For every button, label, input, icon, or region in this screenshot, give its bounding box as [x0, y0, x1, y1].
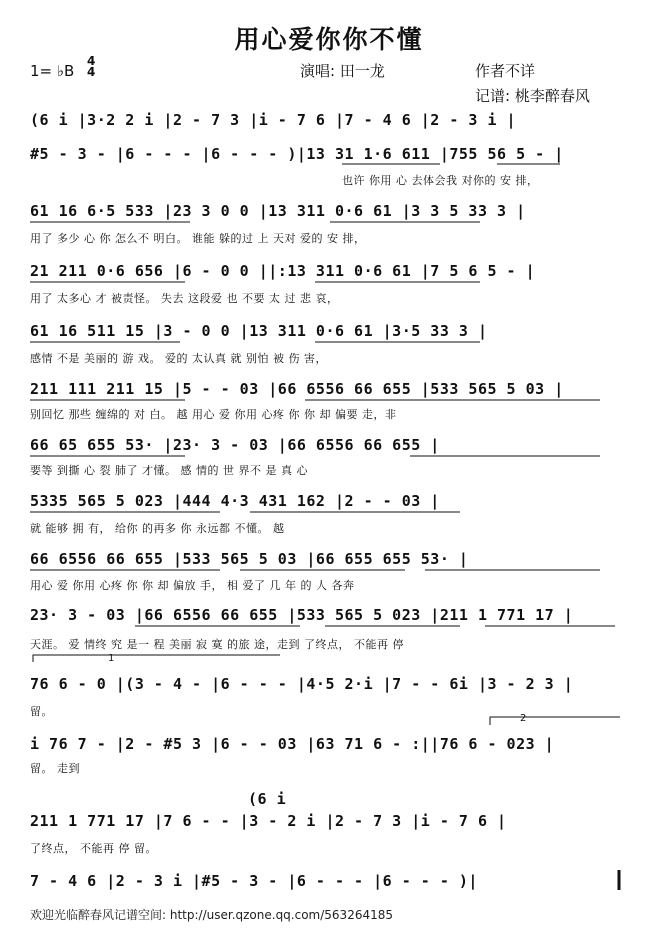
- arranger-credit: 记谱: 桃李醉春风: [475, 87, 590, 105]
- lyric-row-4: 用了 太多心 才 被责怪。 失去 这段爱 也 不要 太 过 悲 哀，: [30, 292, 339, 305]
- staff-row-3: 61 16 6·5 533 |23 3 0 0 |13 311 0·6 61 |3 3 5 33 3 |: [30, 202, 526, 220]
- staff-row-6: 211 111 211 15 |5 - - 03 |66 6556 66 655 |533 565 5 03 |: [30, 380, 564, 398]
- first-ending-number: 1: [108, 653, 115, 664]
- second-ending-bracket: [490, 717, 620, 725]
- song-title: 用心爱你你不懂: [234, 25, 424, 54]
- staff-row-11: 76 6 - 0 |(3 - 4 - |6 - - - |4·5 2·i |7 - - 6i |3 - 2 3 |: [30, 675, 574, 693]
- lyric-row-6: 别回忆 那些 缠绵的 对 白。 越 用心 爱 你用 心疼 你 你 却 偏要 走，非: [30, 408, 397, 421]
- staff-row-14: 7 - 4 6 |2 - 3 i |#5 - 3 - |6 - - - |6 - - - )|: [30, 872, 478, 890]
- second-ending-number: 2: [520, 713, 527, 724]
- staff-row-1: (6 i |3·2 2 i |2 - 7 3 |i - 7 6 |7 - 4 6 |2 - 3 i |: [30, 111, 517, 129]
- lyric-row-3: 用了 多少 心 你 怎么不 明白。 谁能 躲的过 上 天对 爱的 安 排，: [30, 232, 366, 245]
- pickup-notes: (6 i: [248, 790, 287, 808]
- lyric-row-5: 感情 不是 美丽的 游 戏。 爱的 太认真 就 别怕 被 伤 害，: [30, 352, 327, 365]
- key-signature: 1= ♭B: [30, 62, 75, 80]
- staff-row-13: 211 1 771 17 |7 6 - - |3 - 2 i |2 - 7 3 |i - 7 6 |: [30, 812, 507, 830]
- lyric-row-13: 了终点， 不能再 停 留。: [30, 842, 157, 855]
- singer-credit: 演唱: 田一龙: [300, 62, 385, 80]
- staff-row-10: 23· 3 - 03 |66 6556 66 655 |533 565 5 023 |211 1 771 17 |: [30, 606, 574, 624]
- staff-row-12: i 76 7 - |2 - #5 3 |6 - - 03 |63 71 6 - :||76 6 - 023 |: [30, 735, 555, 753]
- lyric-row-9: 用心 爱 你用 心疼 你 你 却 偏放 手， 相 爱了 几 年 的 人 各奔: [30, 579, 355, 592]
- lyric-row-11: 留。: [30, 705, 53, 718]
- staff-row-9: 66 6556 66 655 |533 565 5 03 |66 655 655 53· |: [30, 550, 469, 568]
- lyric-row-10: 天涯。 爱 情终 究 是一 程 美丽 寂 寞 的旅 途，走到 了终点， 不能再 停: [30, 638, 404, 651]
- staff-row-7: 66 65 655 53· |23· 3 - 03 |66 6556 66 655 |: [30, 436, 440, 454]
- composer-credit: 作者不详: [475, 62, 536, 80]
- time-signature-bottom: 4: [87, 65, 96, 79]
- time-signature-top: 4: [87, 54, 96, 68]
- first-ending-bracket: [33, 655, 280, 662]
- staff-row-8: 5335 565 5 023 |444 4·3 431 162 |2 - - 03 |: [30, 492, 440, 510]
- lyric-row-8: 就 能够 拥 有， 给你 的再多 你 永远都 不懂。 越: [30, 522, 285, 535]
- lyric-row-12: 留。 走到: [30, 762, 80, 775]
- footer-credit: 欢迎光临醉春风记谱空间: http://user.qzone.qq.com/563264185: [30, 908, 394, 922]
- staff-row-2: #5 - 3 - |6 - - - |6 - - - )|13 31 1·6 611 |755 56 5 - |: [30, 145, 564, 163]
- lyric-row-2: 也许 你用 心 去体会我 对你的 安 排，: [342, 174, 539, 187]
- staff-row-4: 21 211 0·6 656 |6 - 0 0 ||:13 311 0·6 61 |7 5 6 5 - |: [30, 262, 536, 280]
- staff-row-5: 61 16 511 15 |3 - 0 0 |13 311 0·6 61 |3·5 33 3 |: [30, 322, 488, 340]
- lyric-row-7: 要等 到撕 心 裂 肺了 才懂。 感 情的 世 界不 是 真 心: [30, 464, 308, 477]
